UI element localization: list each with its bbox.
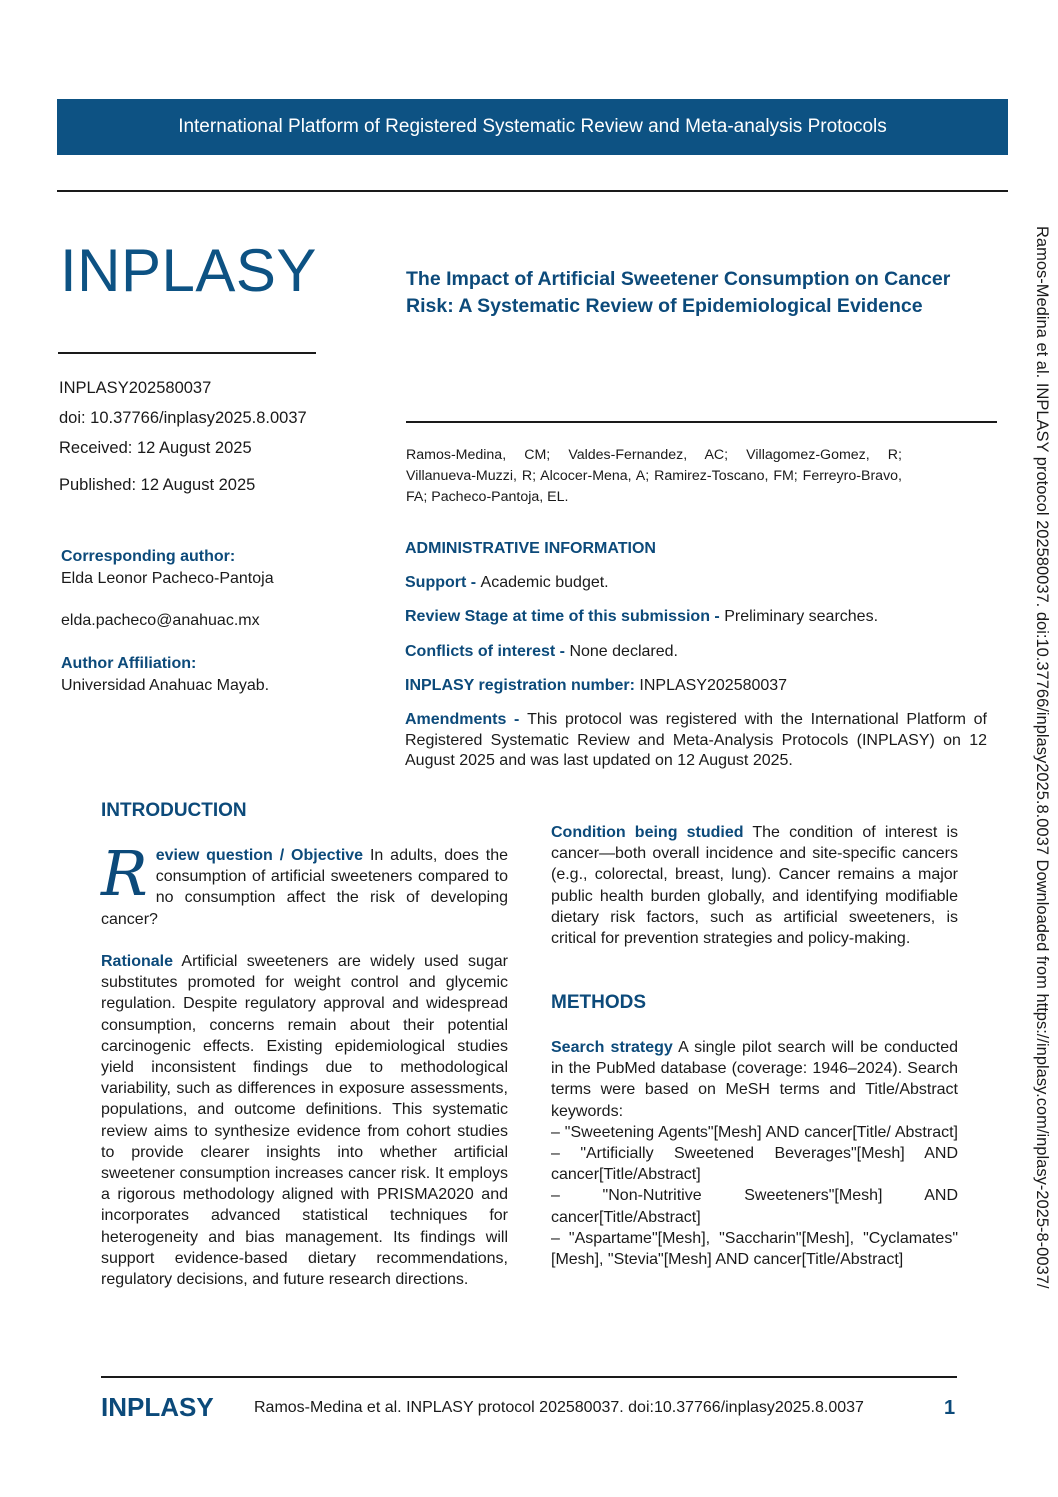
inplasy-logo: INPLASY	[60, 237, 317, 304]
admin-review-stage	[405, 606, 987, 627]
admin-support	[405, 572, 987, 593]
published-date: Published: 12 August 2025	[59, 476, 256, 494]
received-date: Received: 12 August 2025	[59, 439, 252, 457]
header-banner: International Platform of Registered Systematic Review and Meta-analysis Protocols	[57, 99, 1008, 155]
search-strategy-label: Search strategy	[551, 1039, 673, 1056]
registration-value: INPLASY202580037	[639, 677, 788, 694]
review-stage-label: Review Stage at time of this submission -	[405, 608, 725, 625]
author-list: Ramos-Medina, CM; Valdes-Fernandez, AC; Villagomez-Gomez, R; Villanueva-Muzzi, R; Alcocer-Mena, A; Ramirez-Toscano, FM; Ferreyro-Bravo, FA; Pacheco-Pantoja, EL.	[406, 447, 902, 505]
admin-heading: ADMINISTRATIVE INFORMATION	[405, 540, 656, 557]
search-term-item: – "Non-Nutritive Sweeteners"[Mesh] AND cancer[Title/Abstract]	[551, 1187, 958, 1226]
corresponding-author-label: Corresponding author:	[61, 548, 236, 565]
admin-conflicts	[405, 641, 987, 662]
footer-citation: Ramos-Medina et al. INPLASY protocol 202580037. doi:10.37766/inplasy2025.8.0037	[254, 1399, 864, 1416]
corresponding-author-email[interactable]: elda.pacheco@anahuac.mx	[61, 612, 260, 629]
dropcap-letter: R	[101, 837, 148, 910]
review-stage-value: Preliminary searches.	[724, 608, 879, 625]
paper-title: The Impact of Artificial Sweetener Consumption on Cancer Risk: A Systematic Review of Epidemiological Evidence	[406, 268, 951, 317]
rationale-label: Rationale	[101, 953, 174, 970]
condition-text: The condition of interest is cancer—both overall incidence and site-specific cancers (e.g., colorectal, breast, lung). Cancer remains a major public health burden globally, and identifying modifiable dietary risk factors, such as artificial sweeteners, is critical for prevention strategies and policy-making.	[551, 824, 958, 948]
admin-amendments	[405, 710, 987, 772]
search-term-item: – "Sweetening Agents"[Mesh] AND cancer[Title/ Abstract]	[551, 1123, 958, 1141]
review-question-label: eview question / Objective	[155, 847, 364, 864]
registration-label: INPLASY registration number:	[405, 677, 640, 694]
title-divider	[406, 421, 997, 423]
review-question-text: In adults, does the consumption of artificial sweeteners compared to no consumption affect the risk of developing cancer?	[101, 847, 509, 928]
methods-heading: METHODS	[551, 992, 646, 1013]
conflicts-label: Conflicts of interest -	[405, 643, 570, 660]
footer-divider	[101, 1376, 957, 1378]
search-term-item: – "Aspartame"[Mesh], "Saccharin"[Mesh], "Cyclamates"[Mesh], "Stevia"[Mesh] AND cancer[Title/Abstract]	[551, 1229, 958, 1269]
search-strategy-paragraph	[551, 1037, 958, 1270]
introduction-heading: INTRODUCTION	[101, 800, 247, 821]
condition-paragraph	[551, 822, 958, 949]
conflicts-value: None declared.	[569, 643, 678, 660]
logo-divider	[58, 352, 316, 354]
affiliation: Universidad Anahuac Mayab.	[61, 677, 270, 694]
review-question-paragraph	[101, 837, 509, 930]
rationale-paragraph	[101, 951, 508, 1290]
header-divider	[57, 190, 1008, 192]
condition-label: Condition being studied	[551, 824, 744, 841]
footer-logo: INPLASY	[101, 1392, 214, 1422]
page-number: 1	[944, 1397, 956, 1419]
doi[interactable]: doi: 10.37766/inplasy2025.8.0037	[59, 409, 307, 427]
amendments-value: This protocol was registered with the International Platform of Registered Systematic Review and Meta-Analysis Protocols (INPLASY) on 12 August 2025 and was last updated on 12 August 2025.	[405, 711, 987, 769]
admin-registration	[405, 675, 987, 696]
corresponding-author-name: Elda Leonor Pacheco-Pantoja	[61, 570, 274, 587]
support-value: Academic budget.	[480, 574, 609, 591]
protocol-id: INPLASY202580037	[59, 379, 212, 397]
search-term-item: – "Artificially Sweetened Beverages"[Mesh] AND cancer[Title/Abstract]	[551, 1145, 958, 1184]
search-strategy-text: A single pilot search will be conducted in the PubMed database (coverage: 1946–2024). Search terms were based on MeSH terms and Title/Abstract keywords:	[551, 1039, 958, 1120]
support-label: Support -	[405, 574, 481, 591]
amendments-label: Amendments -	[405, 711, 528, 728]
rationale-text: Artificial sweeteners are widely used sugar substitutes promoted for weight control and glycemic regulation. Despite regulatory approval and widespread consumption, concerns remain about their potential carcinogenic effects. Existing epidemiological studies yield inconsistent findings due to methodological variability, such as differences in exposure assessments, populations, and outcome definitions. This systematic review aims to synthesize evidence from cohort studies to provide clearer insights into whether artificial sweetener consumption increases cancer risk. It employs a rigorous methodology aligned with PRISMA2020 and incorporates advanced statistical techniques for heterogeneity and bias management. Its findings will support evidence-based dietary recommendations, regulatory decisions, and future research directions.	[101, 953, 508, 1289]
vertical-citation-note: Ramos-Medina et al. INPLASY protocol 202580037. doi:10.37766/inplasy2025.8.0037 Downloaded from https://inplasy.com/inplasy-2025-8-0037/	[1033, 226, 1051, 1289]
affiliation-label: Author Affiliation:	[61, 655, 197, 672]
